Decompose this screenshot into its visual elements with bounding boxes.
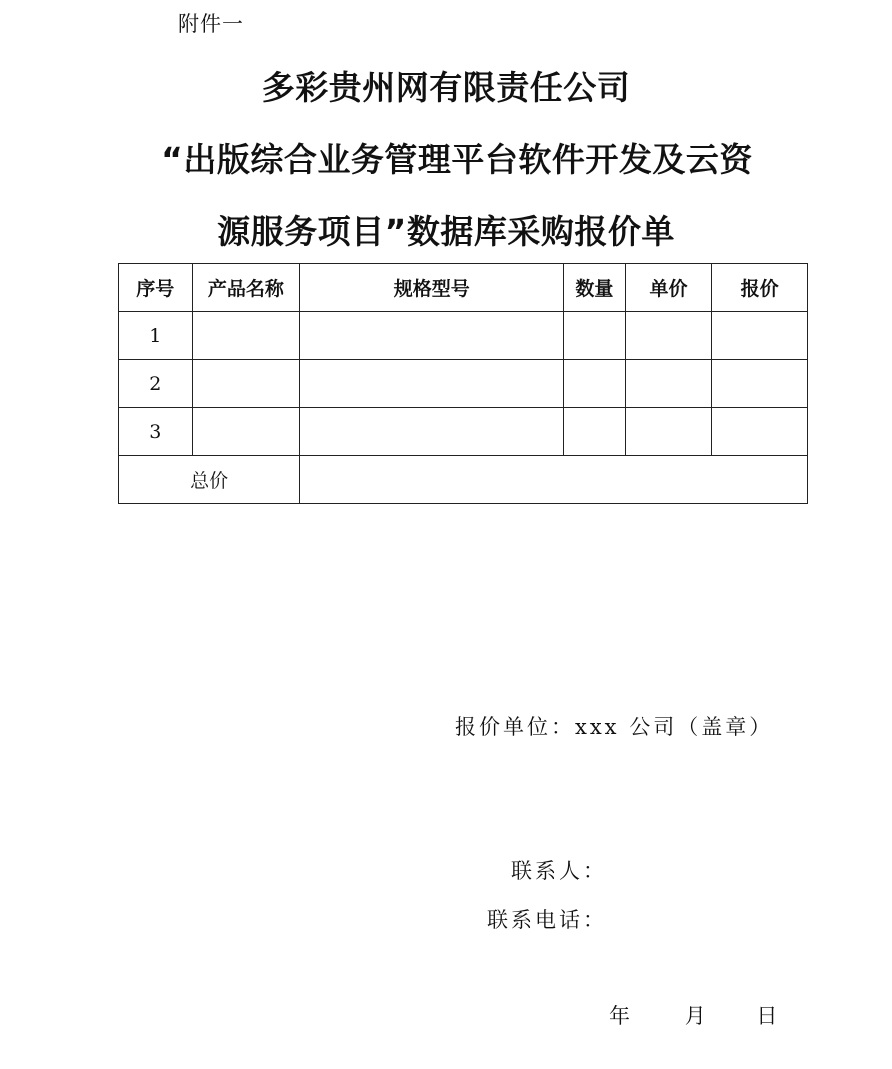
- row-quantity[interactable]: [564, 408, 625, 456]
- table-total-row: [119, 456, 808, 504]
- contact-phone-line: 联系电话：: [487, 908, 607, 932]
- table-row: [119, 360, 808, 408]
- header-product-name: 产品名称: [192, 264, 300, 312]
- row-quote[interactable]: [712, 360, 808, 408]
- date-line: [609, 1000, 780, 1030]
- row-product-name[interactable]: [192, 408, 300, 456]
- document-title-line-2: “出版综合业务管理平台软件开发及云资: [161, 140, 753, 179]
- row-spec-model[interactable]: [300, 312, 564, 360]
- total-value[interactable]: [300, 456, 808, 504]
- header-spec-model: 规格型号: [300, 264, 564, 312]
- header-unit-price: 单价: [625, 264, 712, 312]
- header-index: 序号: [119, 264, 193, 312]
- contact-person-line: 联系人：: [511, 859, 607, 883]
- total-label: 总价: [119, 456, 300, 504]
- row-index: 1: [119, 312, 193, 360]
- date-year: 年: [609, 1004, 633, 1028]
- document-title-line-1: 多彩贵州网有限责任公司: [261, 68, 631, 107]
- row-index: 3: [119, 408, 193, 456]
- row-unit-price[interactable]: [625, 312, 712, 360]
- date-month: 月: [684, 1004, 709, 1028]
- table-row: [119, 408, 808, 456]
- row-index: 2: [119, 360, 193, 408]
- row-unit-price[interactable]: [625, 408, 712, 456]
- attachment-label: 附件一: [178, 12, 244, 36]
- row-quote[interactable]: [712, 408, 808, 456]
- document-title-line-3: 源服务项目”数据库采购报价单: [217, 212, 675, 251]
- row-quantity[interactable]: [564, 312, 625, 360]
- row-product-name[interactable]: [192, 312, 300, 360]
- date-day: 日: [756, 1004, 781, 1028]
- table-header-row: [119, 264, 808, 312]
- row-spec-model[interactable]: [300, 360, 564, 408]
- row-unit-price[interactable]: [625, 360, 712, 408]
- row-spec-model[interactable]: [300, 408, 564, 456]
- table-row: [119, 312, 808, 360]
- row-quantity[interactable]: [564, 360, 625, 408]
- row-quote[interactable]: [712, 312, 808, 360]
- header-quote: 报价: [712, 264, 808, 312]
- quotation-table: [118, 263, 808, 504]
- quote-unit-line: 报价单位：xxx 公司（盖章）: [455, 715, 774, 739]
- row-product-name[interactable]: [192, 360, 300, 408]
- header-quantity: 数量: [564, 264, 625, 312]
